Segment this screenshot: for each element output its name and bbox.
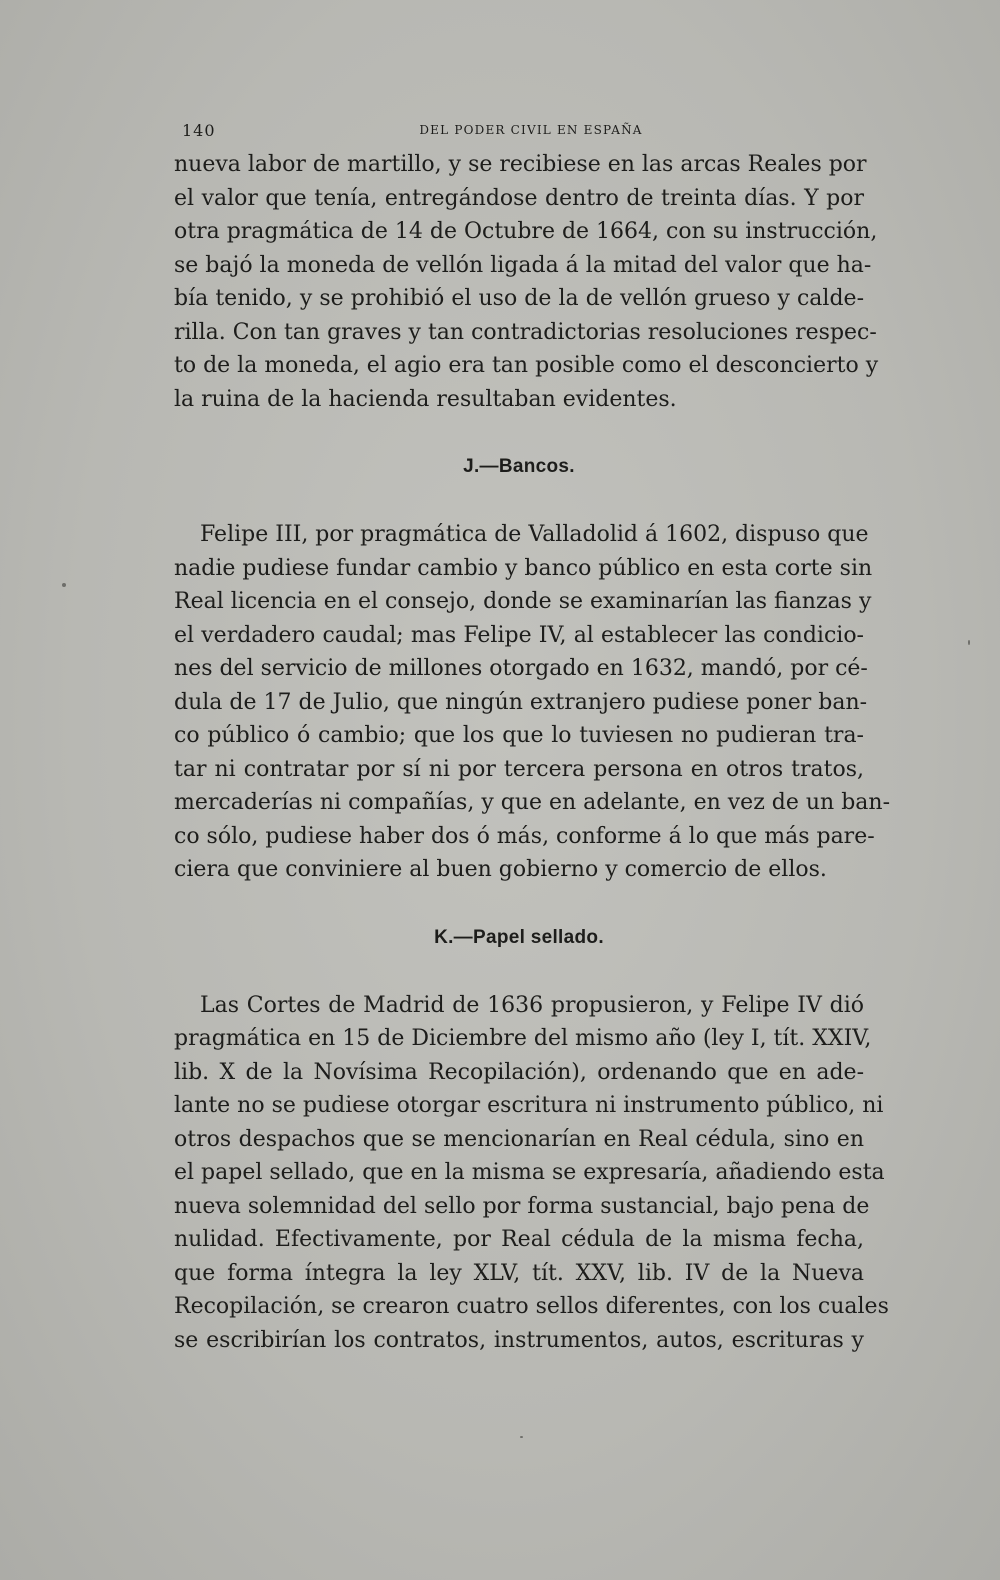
text-line: otra pragmática de 14 de Octubre de 1664, con su instrucción,: [174, 219, 878, 244]
text-line: Felipe III, por pragmática de Valladolid á 1602, dispuso que: [200, 522, 869, 547]
text-line: otros despachos que se mencionarían en Real cédula, sino en: [174, 1126, 864, 1152]
running-title: DEL PODER CIVIL EN ESPAÑA: [419, 123, 643, 137]
text-line: Las Cortes de Madrid de 1636 propusieron, y Felipe IV dió: [200, 992, 864, 1018]
text-line: se escribirían los contratos, instrumentos, autos, escrituras y: [174, 1327, 864, 1353]
text-line: nueva labor de martillo, y se recibiese en las arcas Reales por: [174, 152, 867, 177]
text-line: bía tenido, y se prohibió el uso de la de vellón grueso y calde-: [174, 286, 864, 311]
text-line: lib. X de la Novísima Recopilación), ordenando que en ade-: [174, 1059, 864, 1085]
text-line: tar ni contratar por sí ni por tercera persona en otros tratos,: [174, 756, 864, 782]
text-line: nueva solemnidad del sello por forma sustancial, bajo pena de: [174, 1193, 870, 1219]
text-line: co público ó cambio; que los que lo tuviesen no pudieran tra-: [174, 723, 864, 748]
paragraph-papel-sellado: [174, 989, 889, 1358]
text-line: to de la moneda, el agio era tan posible como el desconcierto y: [174, 353, 879, 378]
spacer: [174, 971, 864, 989]
text-line: mercaderías ni compañías, y que en adelante, en vez de un ban-: [174, 790, 891, 815]
text-line: nes del servicio de millones otorgado en 1632, mandó, por cé-: [174, 656, 868, 681]
page-number: 140: [182, 121, 216, 140]
text-line: rilla. Con tan graves y tan contradictorias resoluciones respec-: [174, 319, 877, 345]
text-line: ciera que conviniere al buen gobierno y comercio de ellos.: [174, 857, 827, 882]
text-line: la ruina de la hacienda resultaban evidentes.: [174, 386, 677, 412]
spacer: [174, 500, 864, 518]
text-line: lante no se pudiese otorgar escritura ni instrumento público, ni: [174, 1093, 884, 1118]
text-line: Recopilación, se crearon cuatro sellos diferentes, con los cuales: [174, 1294, 889, 1319]
text-line: el verdadero caudal; mas Felipe IV, al establecer las condicio-: [174, 622, 864, 648]
paper-speck: [968, 640, 970, 645]
text-line: dula de 17 de Julio, que ningún extranjero pudiese poner ban-: [174, 689, 868, 715]
text-line: co sólo, pudiese haber dos ó más, conforme á lo que más pare-: [174, 823, 875, 849]
text-line: que forma íntegra la ley XLV, tít. XXV, lib. IV de la Nueva: [174, 1260, 864, 1286]
text-line: nadie pudiese fundar cambio y banco público en esta corte sin: [174, 555, 873, 581]
spacer: [174, 416, 864, 434]
section-heading-papel-sellado: K.—Papel sellado.: [434, 926, 604, 948]
paper-speck: [520, 1436, 523, 1438]
spacer: [174, 887, 864, 905]
text-line: pragmática en 15 de Diciembre del mismo año (ley I, tít. XXIV,: [174, 1026, 872, 1051]
text-line: Real licencia en el consejo, donde se examinarían las fianzas y: [174, 589, 872, 614]
section-heading-bancos: J.—Bancos.: [463, 456, 575, 477]
running-head: [174, 121, 868, 143]
paper-speck: [62, 583, 66, 587]
body-text: [174, 148, 891, 1357]
text-line: nulidad. Efectivamente, por Real cédula de la misma fecha,: [174, 1227, 864, 1252]
paragraph-bancos: [174, 518, 891, 887]
paragraph-money: [174, 148, 879, 416]
text-line: el papel sellado, que en la misma se expresaría, añadiendo esta: [174, 1160, 885, 1185]
text-line: el valor que tenía, entregándose dentro de treinta días. Y por: [174, 185, 864, 211]
text-line: se bajó la moneda de vellón ligada á la mitad del valor que ha-: [174, 252, 872, 278]
